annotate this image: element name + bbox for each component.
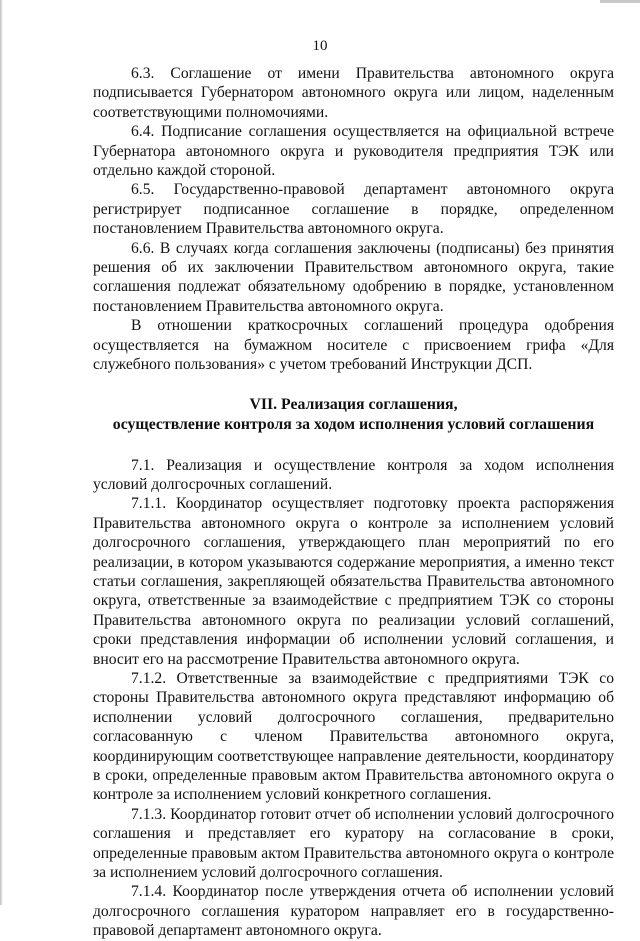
paragraph-6-6: 6.6. В случаях когда соглашения заключены (подписаны) без принятия решения об их заключении Правительством автономного округа, такие соглашения подлежат обязательному одобрению в порядке, установленном постановлением Правительства автономного округа.: [93, 239, 614, 315]
document-body: [93, 64, 614, 941]
section-heading-line-1: VII. Реализация соглашения,: [249, 395, 458, 413]
paragraph-6-5: 6.5. Государственно-правовой департамент автономного округа регистрирует подписанное соглашение в порядке, определенном постановлением Правительства автономного округа.: [93, 181, 614, 238]
paragraph-7-1-2: 7.1.2. Ответственные за взаимодействие с предприятиями ТЭК со стороны Правительства автономного округа представляют информацию об исполнении условий долгосрочного соглашения, предварительно согласованную с членом Правительства автономного округа, координирующим соответствующее направление деятельности, координатору в сроки, определенные правовым актом Правительства автономного округа о контроле за исполнением условий конкретного соглашения.: [93, 669, 614, 804]
paragraph-6-4: 6.4. Подписание соглашения осуществляется на официальной встрече Губернатора автономного округа и руководителя предприятия ТЭК или отдельно каждой стороной.: [93, 123, 614, 180]
scan-corner-mark: [600, 0, 640, 3]
paragraph-7-1-1: 7.1.1. Координатор осуществляет подготовку проекта распоряжения Правительства автономного округа о контроле за исполнением условий долгосрочного соглашения, утверждающего план мероприятий по его реализации, в котором указываются содержание мероприятия, а именно текст статьи соглашения, закрепляющей обязательства Правительства автономного округа, ответственные за взаимодействие с предприятием ТЭК со стороны Правительства автономного округа по реализации условий соглашений, сроки представления информации об исполнении условий соглашения, и вносит его на рассмотрение Правительства автономного округа.: [93, 495, 614, 668]
paragraph-short-term-agreements: В отношении краткосрочных соглашений процедура одобрения осуществляется на бумажном носителе с присвоением грифа «Для служебного пользования» с учетом требований Инструкции ДСП.: [93, 317, 614, 374]
paragraph-7-1-4: 7.1.4. Координатор после утверждения отчета об исполнении условий долгосрочного соглашения куратором направляет его в государственно-правовой департамент автономного округа.: [93, 883, 614, 940]
spacer: [93, 435, 614, 456]
section-heading-line-2: осуществление контроля за ходом исполнения условий соглашения: [112, 415, 595, 433]
paragraph-6-3: 6.3. Соглашение от имени Правительства автономного округа подписывается Губернатором автономного округа или лицом, наделенным соответствующими полномочиями.: [93, 65, 614, 121]
paragraph-7-1: 7.1. Реализация и осуществление контроля за ходом исполнения условий долгосрочных соглашений.: [93, 456, 614, 493]
scan-edge-shadow: [0, 0, 3, 905]
page-number: 10: [312, 38, 328, 54]
spacer: [93, 375, 614, 395]
paragraph-7-1-3: 7.1.3. Координатор готовит отчет об исполнении условий долгосрочного соглашения и представляет его куратору на согласование в сроки, определенные правовым актом Правительства автономного округа о контроле за исполнением условий долгосрочного соглашения.: [93, 805, 614, 882]
